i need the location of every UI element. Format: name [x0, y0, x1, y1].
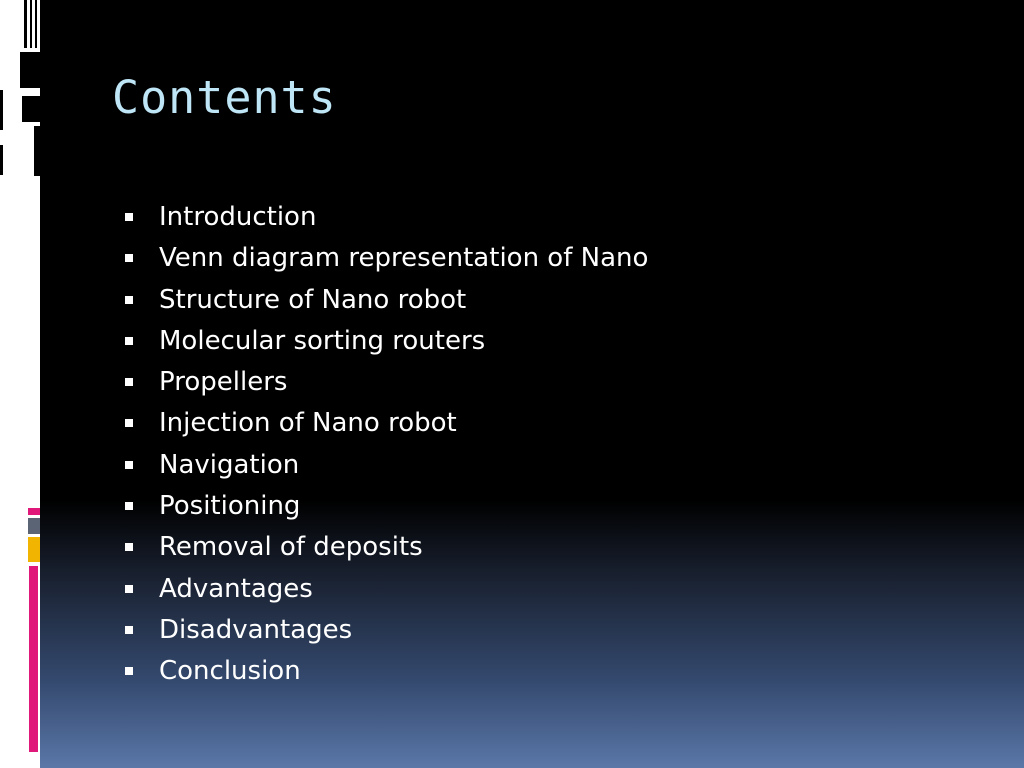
bullet-icon — [125, 667, 133, 675]
list-item — [120, 569, 648, 610]
list-item — [120, 610, 648, 651]
list-item-text: Injection of Nano robot — [159, 408, 457, 439]
bullet-icon — [125, 296, 133, 304]
bullet-icon — [125, 543, 133, 551]
deco-line — [35, 0, 37, 48]
slide-title: Contents — [112, 71, 337, 124]
bullet-icon — [125, 254, 133, 262]
accent-gold — [28, 537, 40, 562]
list-item — [120, 280, 648, 321]
bullet-icon — [125, 626, 133, 634]
bullet-icon — [125, 337, 133, 345]
deco-tick — [0, 90, 3, 130]
list-item-text: Conclusion — [159, 656, 301, 687]
list-item-text: Structure of Nano robot — [159, 284, 467, 315]
slide-decoration — [0, 0, 44, 768]
list-item-text: Molecular sorting routers — [159, 325, 486, 356]
deco-block — [20, 52, 40, 88]
list-item-text: Venn diagram representation of Nano — [159, 243, 649, 274]
list-item-text: Removal of deposits — [159, 532, 423, 563]
deco-line — [30, 0, 32, 48]
accent-gray — [28, 518, 40, 534]
bullet-icon — [125, 419, 133, 427]
list-item-text: Positioning — [159, 491, 301, 522]
list-item — [120, 362, 648, 403]
list-item — [120, 445, 648, 486]
list-item-text: Introduction — [159, 202, 317, 232]
bullet-icon — [125, 502, 133, 510]
list-item-text: Navigation — [159, 449, 300, 480]
list-item-text: Advantages — [159, 573, 313, 604]
deco-block — [34, 126, 40, 176]
list-item — [120, 197, 648, 238]
deco-line — [24, 0, 27, 48]
deco-block — [22, 96, 40, 122]
bullet-icon — [125, 378, 133, 386]
accent-magenta-bar — [29, 566, 38, 752]
deco-tick — [0, 145, 3, 175]
list-item — [120, 486, 648, 527]
bullet-icon — [125, 585, 133, 593]
bullet-icon — [125, 213, 133, 221]
list-item — [120, 238, 648, 279]
list-item-text: Disadvantages — [159, 614, 353, 645]
bullet-icon — [125, 461, 133, 469]
contents-list — [120, 197, 648, 693]
list-item-text: Propellers — [159, 367, 288, 398]
list-item — [120, 527, 648, 568]
accent-magenta-small — [28, 508, 40, 515]
list-item — [120, 321, 648, 362]
list-item — [120, 403, 648, 444]
list-item — [120, 651, 648, 692]
